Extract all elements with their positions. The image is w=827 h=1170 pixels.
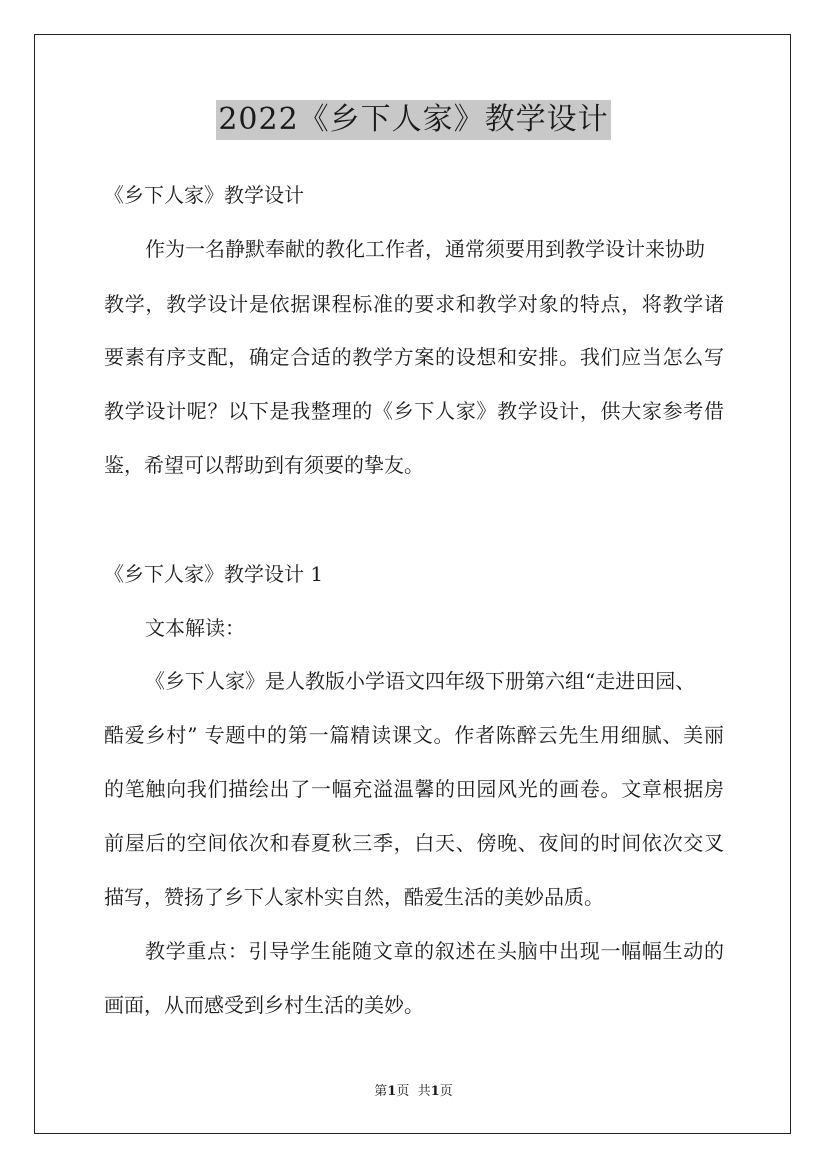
reading-line-1: 《乡下人家》是人教版小学语文四年级下册第六组“走进田园、 <box>145 669 696 693</box>
section-heading-1: 《乡下人家》教学设计 1 <box>104 562 324 586</box>
page-footer <box>0 1084 827 1100</box>
footer-total-prefix: 共 <box>417 1084 431 1099</box>
key-point-line-1: 教学重点：引导学生能随文章的叙述在头脑中出现一幅幅生动的 <box>145 939 724 963</box>
intro-line-4: 教学设计呢？以下是我整理的《乡下人家》教学设计，供大家参考借 <box>104 399 724 423</box>
footer-total-suffix: 页 <box>439 1084 453 1099</box>
reading-line-2: 酷爱乡村” 专题中的第一篇精读课文。作者陈醉云先生用细腻、美丽 <box>104 723 724 747</box>
reading-line-5: 描写，赞扬了乡下人家朴实自然，酷爱生活的美妙品质。 <box>104 885 604 909</box>
document-title: 2022《乡下人家》教学设计 <box>216 100 610 140</box>
footer-page-prefix: 第 <box>374 1084 388 1099</box>
key-point-line-2: 画面，从而感受到乡村生活的美妙。 <box>104 993 424 1017</box>
text-reading-label: 文本解读： <box>145 616 245 640</box>
footer-page-suffix: 页 <box>396 1084 410 1099</box>
title-container <box>0 100 827 140</box>
document-subtitle: 《乡下人家》教学设计 <box>104 183 304 207</box>
footer-total-number: 1 <box>430 1084 440 1099</box>
intro-line-1: 作为一名静默奉献的教化工作者，通常须要用到教学设计来协助 <box>145 237 705 261</box>
intro-line-5: 鉴，希望可以帮助到有须要的挚友。 <box>104 453 424 477</box>
reading-line-4: 前屋后的空间依次和春夏秋三季，白天、傍晚、夜间的时间依次交叉 <box>104 831 724 855</box>
footer-page-number: 1 <box>387 1084 397 1099</box>
reading-line-3: 的笔触向我们描绘出了一幅充溢温馨的田园风光的画卷。文章根据房 <box>104 777 724 801</box>
intro-line-2: 教学，教学设计是依据课程标准的要求和教学对象的特点，将教学诸 <box>104 292 724 316</box>
intro-line-3: 要素有序支配，确定合适的教学方案的设想和安排。我们应当怎么写 <box>104 345 724 369</box>
